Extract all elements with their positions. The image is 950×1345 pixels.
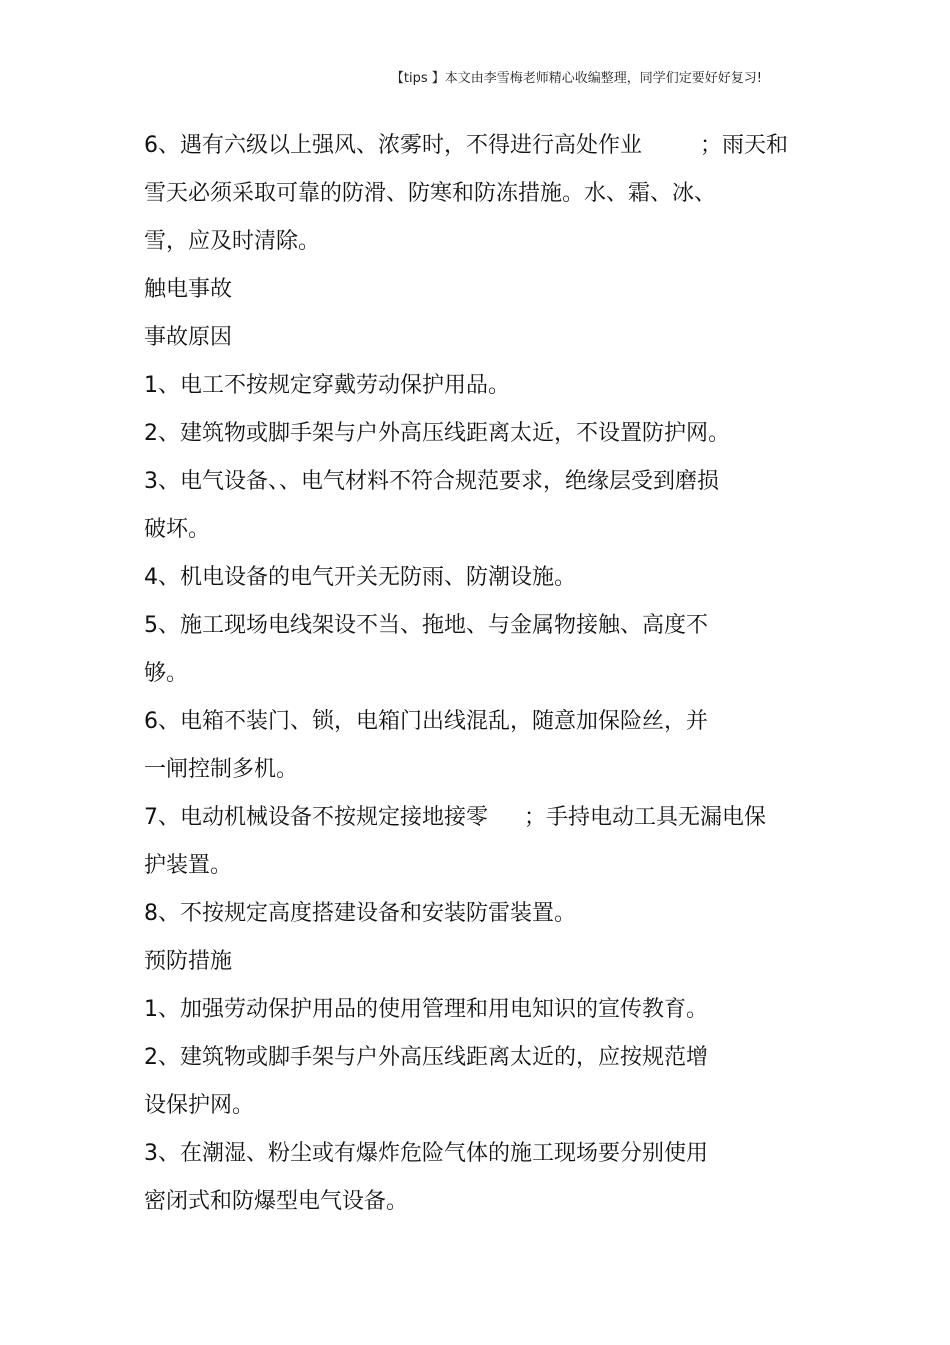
text-segment: 6、遇有六级以上强风、浓雾时，不得进行高处作业 xyxy=(144,133,642,158)
header-tip: 【tips 】本文由李雪梅老师精心收编整理，同学们定要好好复习! xyxy=(390,71,762,86)
list-item: 3、电气设备、、电气材料不符合规范要求，绝缘层受到磨损 xyxy=(144,469,719,494)
list-item: 8、不按规定高度搭建设备和安装防雷装置。 xyxy=(144,901,576,926)
list-item xyxy=(144,803,766,833)
text-line: 护装置。 xyxy=(144,853,233,878)
text-line: 雪天必须采取可靠的防滑、防寒和防冻措施。水、霜、冰、 xyxy=(144,181,717,206)
text-line: 够。 xyxy=(144,661,189,686)
text-line xyxy=(144,131,788,161)
text-line: 破坏。 xyxy=(144,517,211,542)
list-item: 2、建筑物或脚手架与户外高压线距离太近，不设置防护网。 xyxy=(144,421,730,446)
list-item: 5、施工现场电线架设不当、拖地、与金属物接触、高度不 xyxy=(144,613,708,638)
list-item: 2、建筑物或脚手架与户外高压线距离太近的，应按规范增 xyxy=(144,1045,708,1070)
text-line: 设保护网。 xyxy=(144,1093,255,1118)
text-segment: ；手持电动工具无漏电保 xyxy=(524,805,767,830)
text-line: 密闭式和防爆型电气设备。 xyxy=(144,1189,409,1214)
list-item: 1、加强劳动保护用品的使用管理和用电知识的宣传教育。 xyxy=(144,997,708,1022)
list-item: 6、电箱不装门、锁，电箱门出线混乱，随意加保险丝，并 xyxy=(144,709,708,734)
subsection-heading: 事故原因 xyxy=(144,325,233,350)
subsection-heading: 预防措施 xyxy=(144,949,233,974)
text-segment: ；雨天和 xyxy=(700,133,789,158)
text-segment: 7、电动机械设备不按规定接地接零 xyxy=(144,805,488,830)
list-item: 1、电工不按规定穿戴劳动保护用品。 xyxy=(144,373,510,398)
text-line: 雪，应及时清除。 xyxy=(144,229,321,254)
list-item: 3、在潮湿、粉尘或有爆炸危险气体的施工现场要分别使用 xyxy=(144,1141,708,1166)
text-line: 一闸控制多机。 xyxy=(144,757,299,782)
list-item: 4、机电设备的电气开关无防雨、防潮设施。 xyxy=(144,565,576,590)
section-heading: 触电事故 xyxy=(144,277,233,302)
